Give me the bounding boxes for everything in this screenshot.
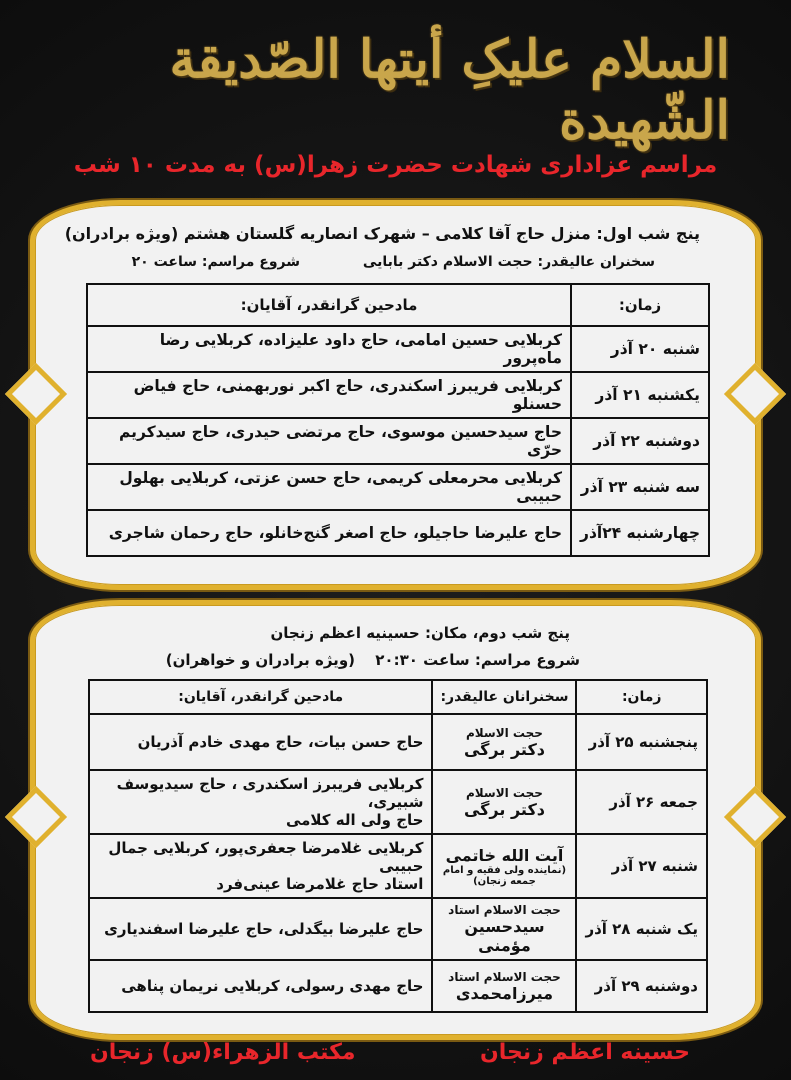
madahin-cell: کربلایی محرمعلی کریمی، حاج حسن عزتی، کربلایی بهلول حبیبی (87, 464, 571, 510)
table-header-row (89, 680, 707, 714)
madahin-cell (89, 714, 432, 770)
madahin-cell (89, 898, 432, 960)
madahin-line: حاج ولی اله کلامی (285, 811, 424, 829)
speaker-title: حجت الاسلام (465, 725, 543, 740)
speaker-cell (432, 960, 576, 1012)
table-row (87, 326, 709, 372)
day-cell: دوشنبه ۲۹ آذر (576, 960, 707, 1012)
header-madahin: مادحین گرانقدر، آقایان: (89, 680, 432, 714)
table-row (87, 510, 709, 556)
section2-start-time: شروع مراسم: ساعت ۲۰:۳۰ (375, 651, 580, 669)
madahin-cell: کربلایی فریبرز اسکندری، حاج اکبر نوربهمنی، حاج فیاض حسنلو (87, 372, 571, 418)
section1-table (86, 283, 710, 557)
speaker-cell (432, 714, 576, 770)
madahin-cell: حاج سیدحسین موسوی، حاج مرتضی حیدری، حاج سیدکریم حرّی (87, 418, 571, 464)
table-row (87, 418, 709, 464)
section1-location: پنج شب اول: منزل حاج آقا کلامی – شهرک انصاریه گلستان هشتم (ویژه برادران) (64, 224, 700, 243)
madahin-cell: کربلایی حسین امامی، حاج داود علیزاده، کربلایی رضا ماه‌پرور (87, 326, 571, 372)
speaker-name: سیدحسین مؤمنی (464, 917, 545, 955)
table-row (89, 898, 707, 960)
speaker-title: حجت الاسلام استاد (448, 969, 561, 984)
table-header-row (87, 284, 709, 326)
day-cell: شنبه ۲۷ آذر (576, 834, 707, 898)
section1-speaker: سخنران عالیقدر: حجت الاسلام دکتر بابایی (362, 254, 655, 270)
day-cell: یک شنبه ۲۸ آذر (576, 898, 707, 960)
speaker-name: دکتر برگی (463, 739, 545, 759)
speaker-note: (نماینده ولی فقیه و امام جمعه زنجان) (442, 864, 567, 887)
day-cell: شنبه ۲۰ آذر (571, 326, 709, 372)
day-cell: سه شنبه ۲۳ آذر (571, 464, 709, 510)
event-subtitle: مراسم عزاداری شهادت حضرت زهرا(س) به مدت ۱۰ شب (73, 152, 718, 178)
calligraphy-header: السلام علیکِ أیتها الصّدیقة الشّهیدة (169, 29, 730, 151)
section1-start-time: شروع مراسم: ساعت ۲۰ (131, 254, 300, 270)
table-row (89, 960, 707, 1012)
madahin-cell: حاج علیرضا حاجیلو، حاج اصغر گنج‌خانلو، حاج رحمان شاجری (87, 510, 571, 556)
madahin-line: حاج علیرضا بیگدلی، حاج علیرضا اسفندیاری (104, 920, 424, 938)
speaker-title: حجت الاسلام استاد (448, 903, 561, 917)
day-cell: پنجشنبه ۲۵ آذر (576, 714, 707, 770)
table-row (89, 834, 707, 898)
day-cell: چهارشنبه ۲۴آذر (571, 510, 709, 556)
day-cell: یکشنبه ۲۱ آذر (571, 372, 709, 418)
table-row (89, 714, 707, 770)
section2-location: پنج شب دوم، مکان: حسینیه اعظم زنجان (270, 624, 570, 642)
speaker-name: دکتر برگی (463, 799, 545, 819)
footer-organizer-left: مکتب الزهراء(س) زنجان (90, 1040, 356, 1065)
section2-table (88, 679, 708, 1013)
speaker-cell (432, 770, 576, 834)
speaker-name: آیت الله خاتمی (445, 845, 564, 865)
madahin-line: حاج مهدی رسولی، کربلایی نریمان پناهی (121, 977, 424, 995)
madahin-line: کربلایی غلامرضا جعفری‌پور، کربلایی جمال حبیبی (108, 839, 424, 875)
day-cell: جمعه ۲۶ آذر (576, 770, 707, 834)
footer-organizer-right: حسینه اعظم زنجان (480, 1040, 690, 1065)
madahin-line: کربلایی فریبرز اسکندری ، حاج سیدیوسف شبیری، (116, 775, 424, 811)
madahin-line: حاج حسن بیات، حاج مهدی خادم آذریان (137, 733, 424, 751)
speaker-cell (432, 834, 576, 898)
madahin-cell (89, 834, 432, 898)
table-row (89, 770, 707, 834)
section2-audience: (ویژه برادران و خواهران) (165, 651, 355, 669)
header-madahin: مادحین گرانقدر، آقایان: (87, 284, 571, 326)
header-time: زمان: (576, 680, 707, 714)
madahin-cell (89, 960, 432, 1012)
header-time: زمان: (571, 284, 709, 326)
madahin-cell (89, 770, 432, 834)
madahin-line: استاد حاج غلامرضا عینی‌فرد (216, 875, 424, 893)
day-cell: دوشنبه ۲۲ آذر (571, 418, 709, 464)
table-row (87, 464, 709, 510)
speaker-cell (432, 898, 576, 960)
speaker-title: حجت الاسلام (465, 785, 543, 800)
table-row (87, 372, 709, 418)
header-speakers: سخنرانان عالیقدر: (432, 680, 576, 714)
speaker-name: میرزامحمدی (455, 983, 554, 1003)
